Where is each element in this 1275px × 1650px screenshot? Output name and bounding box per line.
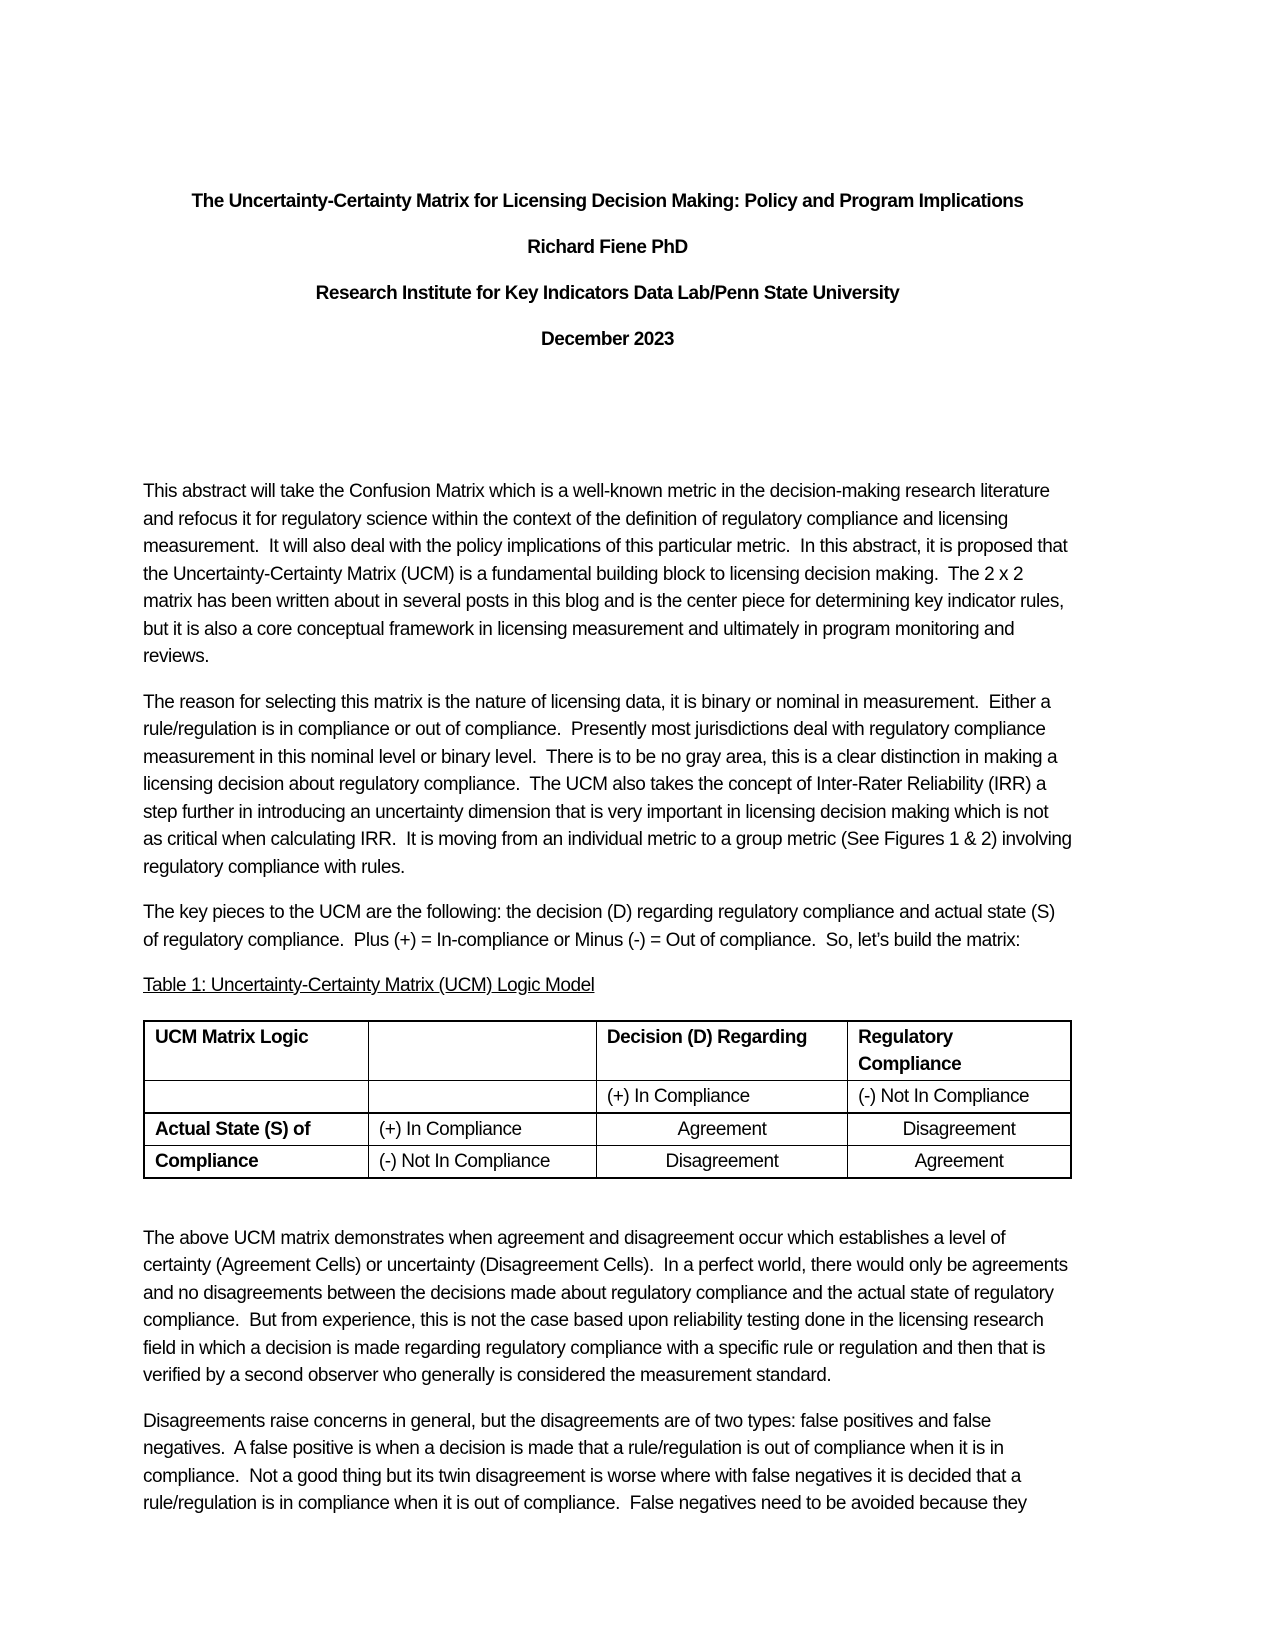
paragraph-key-pieces: The key pieces to the UCM are the following: the decision (D) regarding regulatory compliance and actual state (S) of regulatory compliance. Plus (+) = In-compliance or Minus (-) = Out of compliance. So, let’s build the matrix: <box>143 902 1060 951</box>
table-cell: (-) Not In Compliance <box>848 1080 1071 1113</box>
table-cell: Decision (D) Regarding <box>596 1021 847 1081</box>
table-cell <box>368 1080 596 1113</box>
table-header-row <box>144 1021 1071 1081</box>
affiliation: Research Institute for Key Indicators Data Lab/Penn State University <box>315 283 900 304</box>
table-row-not-in-compliance <box>144 1145 1071 1178</box>
table-row-in-compliance <box>144 1113 1071 1146</box>
paper-title: The Uncertainty-Certainty Matrix for Licensing Decision Making: Policy and Program Implications <box>191 191 1024 212</box>
table-cell <box>144 1080 368 1113</box>
table-cell: Agreement <box>848 1145 1071 1178</box>
table-cell: Agreement <box>596 1113 847 1146</box>
paragraph-intro: This abstract will take the Confusion Matrix which is a well-known metric in the decision-making research literature and refocus it for regulatory science within the context of the definition of regulatory compliance and licensing measurement. It will also deal with the policy implications of this particular metric. In this abstract, it is proposed that the Uncertainty-Certainty Matrix (UCM) is a fundamental building block to licensing decision making. The 2 x 2 matrix has been written about in several posts in this blog and is the center piece for determining key indicator rules, but it is also a core conceptual framework in licensing measurement and ultimately in program monitoring and reviews. <box>143 481 1073 667</box>
ucm-logic-table <box>143 1020 1072 1179</box>
table-cell: UCM Matrix Logic <box>144 1021 368 1081</box>
table-caption: Table 1: Uncertainty-Certainty Matrix (UCM) Logic Model <box>143 975 595 996</box>
paragraph-disagreement-types: Disagreements raise concerns in general, but the disagreements are of two types: false positives and false negatives. A false positive is when a decision is made that a rule/regulation is out of compliance when it is in compliance. Not a good thing but its twin disagreement is worse where with false negatives it is decided that a rule/regulation is in compliance when it is out of compliance. False negatives need to be avoided because they <box>143 1410 1027 1514</box>
table-cell <box>368 1021 596 1081</box>
paragraph-agreement-discussion: The above UCM matrix demonstrates when agreement and disagreement occur which establishes a level of certainty (Agreement Cells) or uncertainty (Disagreement Cells). In a perfect world, there would only be agreements and no disagreements between the decisions made about regulatory compliance and the actual state of regulatory compliance. But from experience, this is not the case based upon reliability testing done in the licensing research field in which a decision is made regarding regulatory compliance with a specific rule or regulation and then that is verified by a second observer who generally is considered the measurement standard. <box>143 1227 1073 1386</box>
table-cell: Actual State (S) of <box>144 1113 368 1146</box>
paragraph-matrix-rationale: The reason for selecting this matrix is the nature of licensing data, it is binary or nominal in measurement. Either a rule/regulation is in compliance or out of compliance. Presently most jurisdictions deal with regulatory compliance measurement in this nominal level or binary level. There is to be no gray area, this is a clear distinction in making a licensing decision about regulatory compliance. The UCM also takes the concept of Inter-Rater Reliability (IRR) a step further in introducing an uncertainty dimension that is very important in licensing decision making which is not as critical when calculating IRR. It is moving from an individual metric to a group metric (See Figures 1 & 2) involving regulatory compliance with rules. <box>143 691 1077 878</box>
table-cell: (-) Not In Compliance <box>368 1145 596 1178</box>
table-cell: Disagreement <box>848 1113 1071 1146</box>
abstract-body <box>143 478 1077 1518</box>
date: December 2023 <box>541 329 674 350</box>
table-cell: (+) In Compliance <box>368 1113 596 1146</box>
title-block <box>143 188 1072 353</box>
table-cell: Regulatory Compliance <box>848 1021 1071 1081</box>
table-cell: Compliance <box>144 1145 368 1178</box>
author: Richard Fiene PhD <box>527 237 688 258</box>
table-cell: Disagreement <box>596 1145 847 1178</box>
table-subheader-row <box>144 1080 1071 1113</box>
table-cell: (+) In Compliance <box>596 1080 847 1113</box>
